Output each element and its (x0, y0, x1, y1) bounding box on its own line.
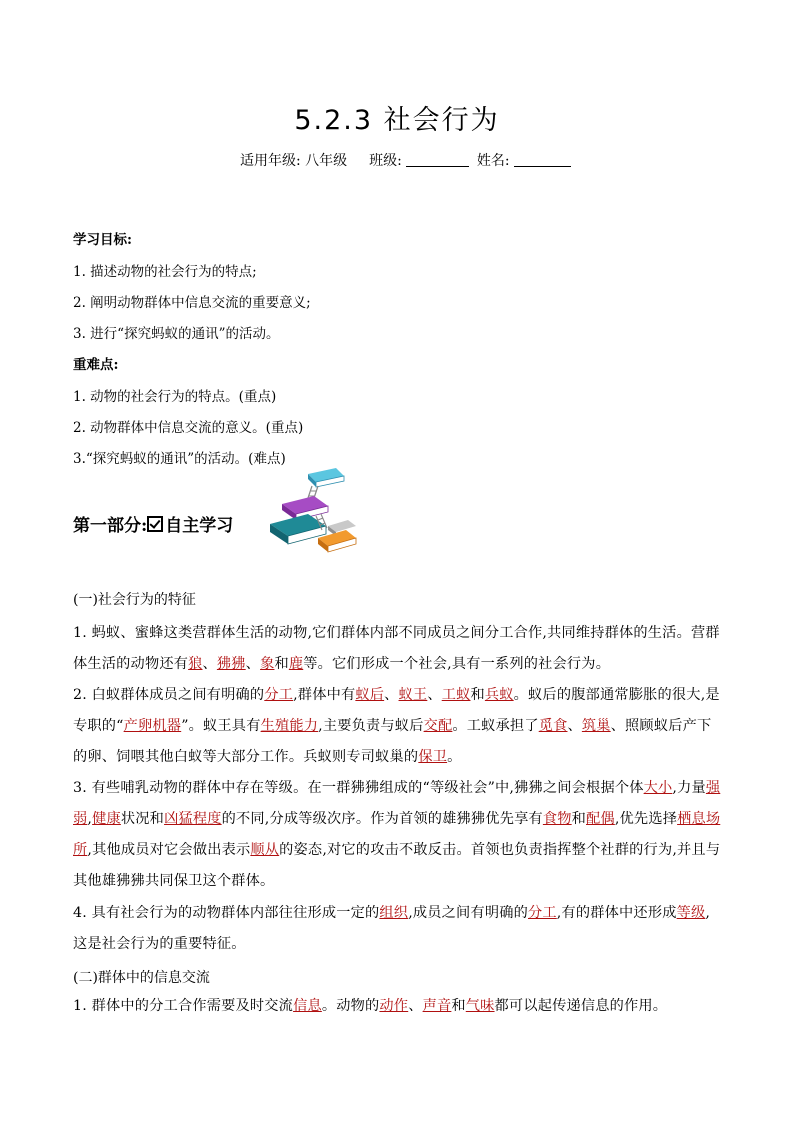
name-label: 姓名: (476, 153, 510, 169)
objective-item: 1. 描述动物的社会行为的特点; (73, 264, 257, 280)
answer-term: 组织 (379, 905, 409, 921)
answer-term: 狼 (188, 656, 203, 672)
para-text: 。 (447, 749, 462, 765)
para-text: 、 (384, 687, 399, 703)
class-blank[interactable] (406, 152, 469, 167)
para-text: 、 (202, 656, 217, 672)
para-text: 3. 有些哺乳动物的群体中存在等级。在一群狒狒组成的“等级社会”中,狒狒之间会根据个体 (73, 780, 644, 796)
para-text: ,成员之间有明确的 (408, 905, 528, 921)
section2-heading: (二)群体中的信息交流 (73, 970, 210, 986)
answer-term: 生殖能力 (260, 718, 319, 734)
answer-term: 顺从 (250, 842, 280, 858)
para-text: 、照顾蚁后产下的卵、饲喂其他白蚁等大部分工作。兵蚁则专司蚁巢的 (73, 718, 712, 765)
objectives-heading: 学习目标: (73, 232, 132, 248)
para-text: ”。蚁王具有 (181, 718, 261, 734)
key-point-item: 3.“探究蚂蚁的通讯”的活动。(难点) (73, 451, 286, 467)
para-text: 2. 白蚁群体成员之间有明确的 (73, 687, 265, 703)
part1-prefix: 第一部分: (73, 516, 148, 536)
section1-paragraph-4 (73, 898, 723, 960)
para-text: 4. 具有社会行为的动物群体内部往往形成一定的 (73, 905, 380, 921)
answer-term: 凶猛程度 (164, 811, 222, 827)
para-text: 的不同,分成等级次序。作为首领的雄狒狒优先享有 (221, 811, 543, 827)
page-title: 5.2.3 社会行为 (294, 105, 500, 136)
para-text: 1. 群体中的分工合作需要及时交流 (73, 998, 294, 1014)
ladder-step (318, 518, 323, 520)
para-text: 都可以起传递信息的作用。 (494, 998, 668, 1014)
objective-item: 2. 阐明动物群体中信息交流的重要意义; (73, 295, 311, 311)
section1-heading: (一)社会行为的特征 (73, 592, 196, 608)
answer-term: 大小 (643, 780, 673, 796)
para-text: 和 (451, 998, 466, 1014)
answer-term: 狒狒 (216, 656, 246, 672)
section1-paragraph-1 (73, 618, 723, 680)
name-blank[interactable] (514, 152, 571, 167)
grade-label: 适用年级: 八年级 (240, 153, 348, 169)
section1-paragraph-3 (73, 773, 723, 897)
key-point-item: 2. 动物群体中信息交流的意义。(重点) (73, 420, 304, 436)
part1-heading (73, 511, 233, 536)
answer-term: 强弱 (73, 780, 721, 827)
para-text: 1. 蚂蚁、蜜蜂这类营群体生活的动物,它们群体内部不同成员之间分工合作,共同维持群体的生活。营群体生活的动物还有 (73, 625, 720, 672)
checkbox-icon (147, 516, 163, 532)
answer-term: 保卫 (418, 749, 448, 765)
section2-paragraph-1 (73, 991, 723, 1022)
answer-term: 兵蚁 (484, 687, 514, 703)
para-text: 和 (470, 687, 485, 703)
answer-term: 配偶 (586, 811, 615, 827)
answer-term: 动作 (379, 998, 409, 1014)
para-text: 、 (245, 656, 261, 672)
para-text: ,优先选择 (614, 811, 678, 827)
para-text: 等。它们形成一个社会,具有一系列的社会行为。 (303, 656, 611, 672)
answer-term: 信息 (293, 998, 322, 1014)
answer-term: 蚁王 (398, 687, 428, 703)
para-text: ,有的群体中还形成 (556, 905, 677, 921)
para-text: 。蚁后的腹部通常膨胀的很大,是专职的“ (73, 687, 720, 734)
para-text: 的姿态,对它的攻击不敢反击。首领也负责指挥整个社群的行为,并且与其他雄狒狒共同保卫这个群体。 (73, 842, 721, 889)
answer-term: 产卵机器 (123, 718, 182, 734)
section1-paragraph-2 (73, 680, 723, 773)
answer-term: 筑巢 (581, 718, 611, 734)
objective-item: 3. 进行“探究蚂蚁的通讯”的活动。 (73, 326, 280, 342)
para-text: ,其他成员对它会做出表示 (87, 842, 251, 858)
answer-term: 等级 (676, 905, 706, 921)
para-text: 状况和 (120, 811, 165, 827)
para-text: 、 (567, 718, 582, 734)
para-text: 和 (571, 811, 587, 827)
answer-term: 健康 (92, 811, 121, 827)
answer-term: 蚁后 (355, 687, 385, 703)
answer-term: 声音 (422, 998, 452, 1014)
answer-term: 分工 (528, 905, 557, 921)
key-point-item: 1. 动物的社会行为的特点。(重点) (73, 389, 277, 405)
part1-title: 自主学习 (165, 516, 234, 536)
class-label: 班级: (369, 153, 402, 169)
para-text: 和 (274, 656, 289, 672)
para-text: , (87, 811, 93, 827)
answer-term: 栖息场所 (73, 811, 721, 858)
subtitle-line (240, 150, 571, 170)
answer-term: 食物 (542, 811, 572, 827)
para-text: ,力量 (672, 780, 706, 796)
para-text: ,主要负责与蚁后 (318, 718, 424, 734)
para-text: ,这是社会行为的重要特征。 (73, 905, 711, 952)
para-text: 。工蚁承担了 (452, 718, 539, 734)
answer-term: 分工 (264, 687, 294, 703)
para-text: 。动物的 (321, 998, 380, 1014)
answer-term: 鹿 (288, 656, 304, 672)
stacked-books-illustration (268, 464, 360, 556)
answer-term: 交配 (423, 718, 453, 734)
answer-term: 觅食 (538, 718, 568, 734)
para-text: 、 (408, 998, 423, 1014)
answer-term: 象 (260, 656, 275, 672)
para-text: 、 (427, 687, 442, 703)
answer-term: 气味 (465, 998, 495, 1014)
answer-term: 工蚁 (441, 687, 471, 703)
para-text: ,群体中有 (293, 687, 356, 703)
key-points-heading: 重难点: (73, 357, 119, 373)
